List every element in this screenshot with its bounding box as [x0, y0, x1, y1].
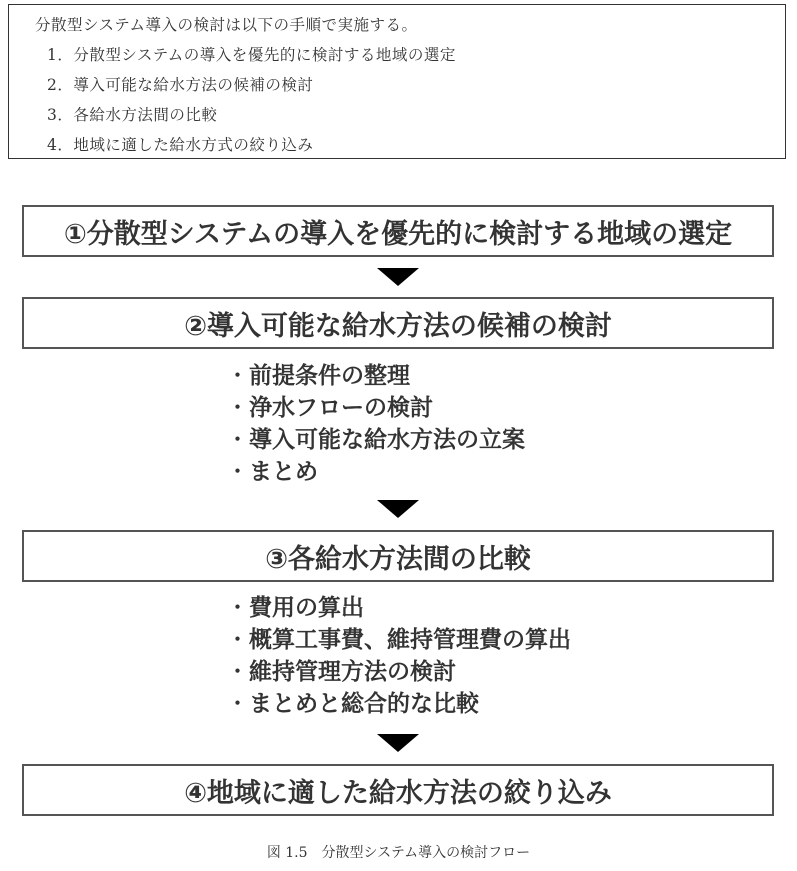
- intro-lead: 分散型システム導入の検討は以下の手順で実施する。: [35, 16, 418, 34]
- bullet-item: ・ 浄水フローの検討: [226, 392, 525, 424]
- bullet-item: ・ まとめ: [226, 456, 525, 488]
- intro-item-2: 2．導入可能な給水方法の候補の検討: [47, 76, 314, 94]
- intro-item-3: 3．各給水方法間の比較: [47, 106, 218, 124]
- bullet-item: ・ 概算工事費、維持管理費の算出: [226, 624, 571, 656]
- flow-step-4: ④地域に適した給水方法の絞り込み: [22, 764, 774, 816]
- down-triangle-icon: [377, 268, 419, 286]
- down-triangle-icon: [377, 734, 419, 752]
- intro-item-1: 1．分散型システムの導入を優先的に検討する地域の選定: [47, 46, 456, 64]
- flow-step-1: ①分散型システムの導入を優先的に検討する地域の選定: [22, 205, 774, 257]
- procedure-summary-box: [8, 4, 786, 159]
- figure-caption: 図 1.5 分散型システム導入の検討フロー: [266, 845, 531, 861]
- bullet-item: ・ 前提条件の整理: [226, 360, 525, 392]
- down-triangle-icon: [377, 500, 419, 518]
- bullet-item: ・ 維持管理方法の検討: [226, 656, 571, 688]
- step-2-bullet-list: [226, 360, 525, 488]
- bullet-item: ・ 導入可能な給水方法の立案: [226, 424, 525, 456]
- flow-step-3: ③各給水方法間の比較: [22, 530, 774, 582]
- flow-step-2: ②導入可能な給水方法の候補の検討: [22, 297, 774, 349]
- bullet-item: ・ 費用の算出: [226, 592, 571, 624]
- bullet-item: ・ まとめと総合的な比較: [226, 688, 571, 720]
- intro-item-4: 4．地域に適した給水方式の絞り込み: [47, 136, 314, 154]
- step-3-bullet-list: [226, 592, 571, 720]
